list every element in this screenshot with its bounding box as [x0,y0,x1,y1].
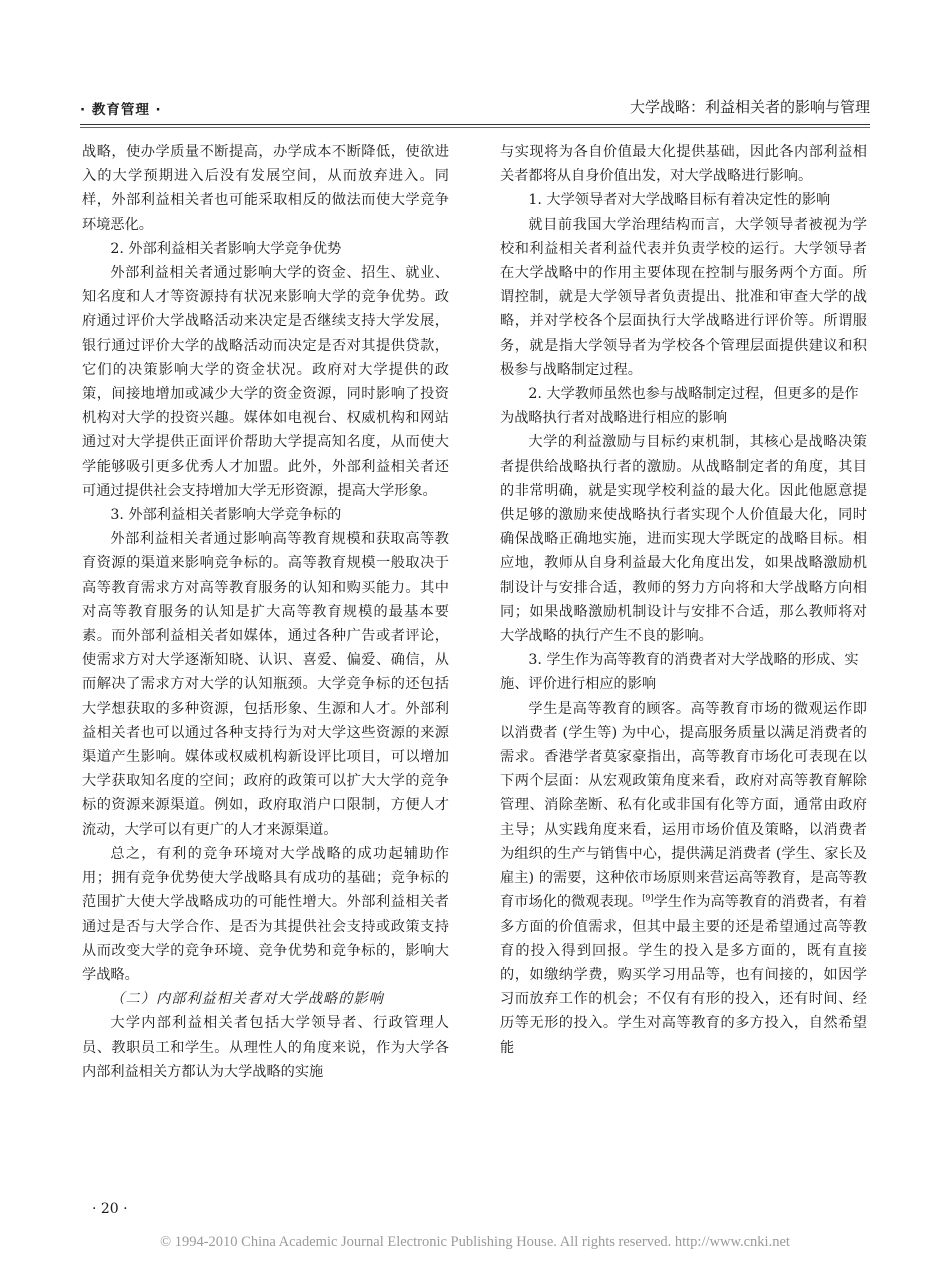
right-column [500,140,867,1060]
journal-section-label: · 教育管理 · [80,102,162,118]
body-paragraph [82,140,449,237]
citation-marker: [9] [642,893,654,903]
paragraph-text: 3. 学生作为高等教育的消费者对大学战略的形成、实施、评价进行相应的影响 [500,652,859,693]
paragraph-text: 与实现将为各自价值最大化提供基础，因此各内部利益相关者都将从自身价值出发，对大学战略进行影响。 [500,144,867,185]
paragraph-text: 3. 外部利益相关者影响大学竞争标的 [110,507,342,524]
paragraph-text: 1. 大学领导者对大学战略目标有着决定性的影响 [528,192,831,209]
copyright-footer: © 1994-2010 China Academic Journal Electronic Publishing House. All rights reserved. http://www.cnki.net [160,1234,790,1250]
body-paragraph [500,697,867,1060]
body-paragraph [82,261,449,503]
paragraph-text: 总之，有利的竞争环境对大学战略的成功起辅助作用；拥有竞争优势使大学战略具有成功的基础；竞争标的范围扩大使大学战略成功的可能性增大。外部利益相关者通过是否与大学合作、是否为其提供社会支持或政策支持从而改变大学的竞争环境、竞争优势和竞争标的，影响大学战略。 [82,845,449,983]
body-paragraph [82,842,449,987]
page-number: · 20 · [92,1201,128,1217]
paragraph-text: 2. 大学教师虽然也参与战略制定过程，但更多的是作为战略执行者对战略进行相应的影响 [500,386,859,427]
body-paragraph [500,213,867,382]
paragraph-text: 就目前我国大学治理结构而言，大学领导者被视为学校和利益相关者利益代表并负责学校的运行。大学领导者在大学战略中的作用主要体现在控制与服务两个方面。所谓控制，就是大学领导者负责提出、批准和审查大学的战略，并对学校各个层面执行大学战略进行评价等。所谓服务，就是指大学领导者为学校各个管理层面提供建议和积极参与战略制定过程。 [500,216,867,378]
body-paragraph [82,1011,449,1084]
header-rule-thin [80,127,870,128]
paragraph-text-continued: 学生作为高等教育的消费者，有着多方面的价值需求，但其中最主要的还是希望通过高等教育的投入得到回报。学生的投入是多方面的，既有直接的，如缴纳学费，购买学习用品等，也有间接的，如因学习而放弃工作的机会；不仅有有形的投入，还有时间、经历等无形的投入。学生对高等教育的多方投入，自然希望能 [500,894,867,1056]
paragraph-text: 大学内部利益相关者包括大学领导者、行政管理人员、教职员工和学生。从理性人的角度来说，作为大学各内部利益相关方都认为大学战略的实施 [82,1015,449,1080]
paragraph-text: 学生是高等教育的顾客。高等教育市场的微观运作即以消费者 (学生等) 为中心，提高服务质量以满足消费者的需求。香港学者莫家豪指出，高等教育市场化可表现在以下两个层面：从宏观政策角度来看，政府对高等教育解除管理、消除垄断、私有化或非国有化等方面，通常由政府主导；从实践角度来看，运用市场价值及策略，以消费者为组织的生产与销售中心，提供满足消费者 (学生、家长及雇主) 的需要，这种依市场原则来营运高等教育，是高等教育市场化的微观表现。 [500,700,867,911]
paragraph-text: 外部利益相关者通过影响高等教育规模和获取高等教育资源的渠道来影响竞争标的。高等教育规模一般取决于高等教育需求方对高等教育服务的认知和购买能力。其中对高等教育服务的认知是扩大高等教育规模的最基本要素。而外部利益相关者如媒体，通过各种广告或者评论，使需求方对大学逐渐知晓、认识、喜爱、偏爱、确信，从而解决了需求方对大学的认知瓶颈。大学竞争标的还包括大学想获取的多种资源，包括形象、生源和人才。外部利益相关者也可以通过各种支持行为对大学这些资源的来源渠道产生影响。媒体或权威机构新设评比项目，可以增加大学获取知名度的空间；政府的政策可以扩大大学的竞争标的资源来源渠道。例如，政府取消户口限制，方便人才流动，大学可以有更广的人才来源渠道。 [82,531,449,838]
paragraph-text: 外部利益相关者通过影响大学的资金、招生、就业、知名度和人才等资源持有状况来影响大学的竞争优势。政府通过评价大学战略活动来决定是否继续支持大学发展，银行通过评价大学的战略活动而决定是否对其提供贷款，它们的决策影响大学的资金状况。政府对大学提供的政策，间接地增加或减少大学的资金资源，同时影响了投资机构对大学的投资兴趣。媒体如电视台、权威机构和网站通过对大学提供正面评价帮助大学提高知名度，从而使大学能够吸引更多优秀人才加盟。此外，外部利益相关者还可通过提供社会支持增加大学无形资源，提高大学形象。 [82,265,449,499]
subsection-heading [500,648,867,696]
subsection-heading [500,188,867,212]
running-header [80,94,870,122]
body-paragraph [500,140,867,188]
paragraph-text: 2. 外部利益相关者影响大学竞争优势 [110,240,342,257]
left-column [82,140,449,1084]
paragraph-text: 战略，使办学质量不断提高，办学成本不断降低，使欲进入的大学预期进入后没有发展空间，从而放弃进入。同样，外部利益相关者也可能采取相反的做法而使大学竞争环境恶化。 [82,144,449,233]
article-title: 大学战略：利益相关者的影响与管理 [629,98,870,116]
section-heading [82,987,449,1011]
header-rule-thick [80,124,870,125]
paragraph-text: 大学的利益激励与目标约束机制，其核心是战略决策者提供给战略执行者的激励。从战略制定者的角度，其目的非常明确，就是实现学校利益的最大化。因此他愿意提供足够的激励来使战略执行者实现个人价值最大化，同时确保战略正确地实施，进而实现大学既定的战略目标。相应地，教师从自身利益最大化角度出发，如果战略激励机制设计与安排合适，教师的努力方向将和大学战略方向相同；如果战略激励机制设计与安排不合适，那么教师将对大学战略的执行产生不良的影响。 [500,434,867,645]
subsection-heading [82,503,449,527]
subsection-heading [500,382,867,430]
paragraph-text: （二）内部利益相关者对大学战略的影响 [110,991,384,1008]
body-paragraph [500,430,867,648]
subsection-heading [82,237,449,261]
body-paragraph [82,527,449,842]
